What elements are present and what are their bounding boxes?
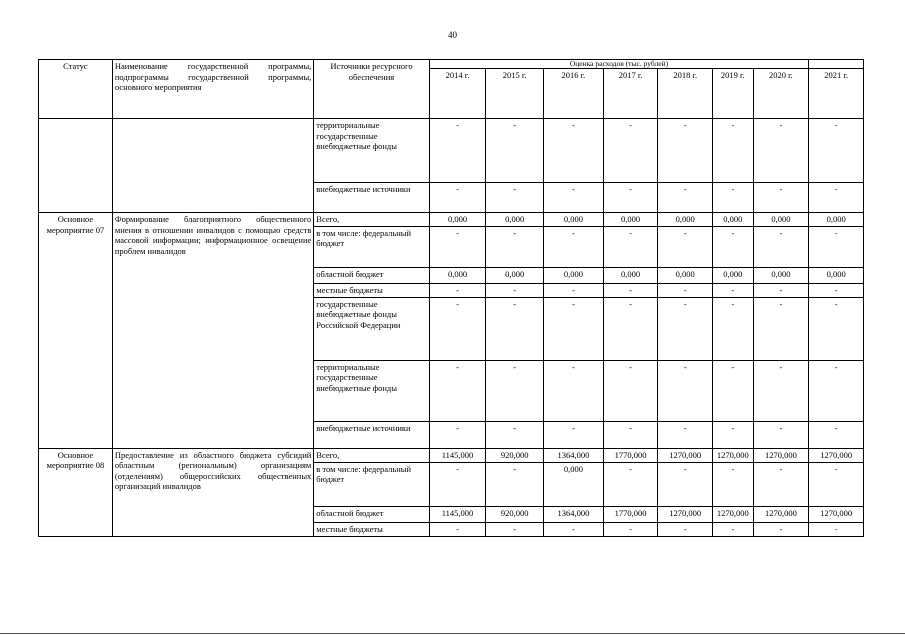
table-row bbox=[39, 119, 864, 183]
value-cell: 0,000 bbox=[544, 213, 604, 227]
value-cell: - bbox=[429, 119, 486, 183]
value-cell: - bbox=[753, 462, 809, 506]
value-cell: 1270,000 bbox=[809, 506, 864, 522]
value-cell: - bbox=[544, 297, 604, 360]
year-header: 2020 г. bbox=[753, 69, 809, 119]
value-cell: - bbox=[429, 421, 486, 448]
header-blank-cell bbox=[809, 60, 864, 69]
value-cell: - bbox=[809, 360, 864, 421]
value-cell: - bbox=[603, 183, 658, 213]
value-cell: - bbox=[486, 119, 544, 183]
value-cell: - bbox=[809, 522, 864, 536]
source-cell: в том числе: федеральный бюджет bbox=[314, 226, 429, 267]
value-cell: - bbox=[658, 297, 713, 360]
value-cell: - bbox=[486, 283, 544, 297]
value-cell: - bbox=[809, 226, 864, 267]
year-header: 2016 г. bbox=[544, 69, 604, 119]
value-cell: - bbox=[713, 226, 753, 267]
value-cell: - bbox=[658, 360, 713, 421]
value-cell: - bbox=[753, 297, 809, 360]
value-cell: - bbox=[753, 360, 809, 421]
value-cell: - bbox=[486, 297, 544, 360]
value-cell: - bbox=[544, 226, 604, 267]
value-cell: - bbox=[753, 421, 809, 448]
measure-name: Предоставление из областного бюджета субсидий областным (региональным) организациям (отделениям) общероссийских общественных организаций инвалидов bbox=[112, 448, 313, 536]
source-cell: в том числе: федеральный бюджет bbox=[314, 462, 429, 506]
value-cell: - bbox=[713, 283, 753, 297]
value-cell: - bbox=[603, 119, 658, 183]
source-cell: внебюджетные источники bbox=[314, 183, 429, 213]
value-cell: - bbox=[658, 183, 713, 213]
value-cell: - bbox=[486, 183, 544, 213]
value-cell: 0,000 bbox=[809, 213, 864, 227]
year-header: 2019 г. bbox=[713, 69, 753, 119]
value-cell: 1145,000 bbox=[429, 506, 486, 522]
value-cell: 1770,000 bbox=[603, 448, 658, 462]
value-cell: - bbox=[658, 226, 713, 267]
value-cell: - bbox=[544, 522, 604, 536]
value-cell: - bbox=[603, 421, 658, 448]
source-cell: областной бюджет bbox=[314, 506, 429, 522]
header-estimate: Оценка расходов (тыс. рублей) bbox=[429, 60, 809, 69]
value-cell: - bbox=[429, 360, 486, 421]
value-cell: - bbox=[658, 522, 713, 536]
value-cell: - bbox=[603, 360, 658, 421]
value-cell: - bbox=[713, 421, 753, 448]
value-cell: 1270,000 bbox=[658, 448, 713, 462]
value-cell: - bbox=[429, 183, 486, 213]
value-cell: - bbox=[429, 283, 486, 297]
value-cell: - bbox=[603, 226, 658, 267]
value-cell: - bbox=[658, 462, 713, 506]
resource-table bbox=[38, 59, 864, 537]
value-cell: - bbox=[486, 421, 544, 448]
value-cell: 0,000 bbox=[486, 213, 544, 227]
source-cell: областной бюджет bbox=[314, 267, 429, 283]
value-cell: 1270,000 bbox=[809, 448, 864, 462]
year-header: 2021 г. bbox=[809, 69, 864, 119]
year-header: 2014 г. bbox=[429, 69, 486, 119]
source-cell: внебюджетные источники bbox=[314, 421, 429, 448]
value-cell: - bbox=[603, 283, 658, 297]
value-cell: - bbox=[809, 421, 864, 448]
value-cell: - bbox=[809, 462, 864, 506]
value-cell: - bbox=[486, 226, 544, 267]
measure-status: Основное мероприятие 07 bbox=[39, 213, 113, 449]
bottom-rule bbox=[0, 633, 905, 634]
value-cell: - bbox=[713, 360, 753, 421]
value-cell: 0,000 bbox=[713, 213, 753, 227]
value-cell: - bbox=[713, 462, 753, 506]
value-cell: 0,000 bbox=[486, 267, 544, 283]
source-cell: государственные внебюджетные фонды Российской Федерации bbox=[314, 297, 429, 360]
value-cell: - bbox=[713, 297, 753, 360]
value-cell: - bbox=[486, 462, 544, 506]
measure-status: Основное мероприятие 08 bbox=[39, 448, 113, 536]
value-cell: - bbox=[429, 297, 486, 360]
value-cell: - bbox=[713, 522, 753, 536]
value-cell: 0,000 bbox=[658, 267, 713, 283]
value-cell: 0,000 bbox=[429, 213, 486, 227]
year-header: 2018 г. bbox=[658, 69, 713, 119]
value-cell: 0,000 bbox=[713, 267, 753, 283]
value-cell: - bbox=[658, 119, 713, 183]
value-cell: - bbox=[603, 462, 658, 506]
value-cell: 920,000 bbox=[486, 448, 544, 462]
header-name: Наименование государственной программы, подпрограммы государственной программы, основного мероприятия bbox=[112, 60, 313, 119]
value-cell: 1145,000 bbox=[429, 448, 486, 462]
value-cell: - bbox=[603, 297, 658, 360]
table-row bbox=[39, 213, 864, 227]
value-cell: - bbox=[429, 522, 486, 536]
value-cell: 0,000 bbox=[429, 267, 486, 283]
value-cell: 0,000 bbox=[658, 213, 713, 227]
header-status: Статус bbox=[39, 60, 113, 119]
value-cell: - bbox=[544, 421, 604, 448]
value-cell: - bbox=[544, 183, 604, 213]
value-cell: 0,000 bbox=[603, 213, 658, 227]
value-cell: 1770,000 bbox=[603, 506, 658, 522]
value-cell: - bbox=[753, 283, 809, 297]
header-source: Источники ресурсного обеспечения bbox=[314, 60, 429, 119]
measure-name: Формирование благоприятного общественного мнения в отношении инвалидов с помощью средств массовой информации; информационное освещение проблем инвалидов bbox=[112, 213, 313, 449]
value-cell: 1270,000 bbox=[753, 506, 809, 522]
value-cell: 0,000 bbox=[544, 462, 604, 506]
value-cell: - bbox=[753, 119, 809, 183]
value-cell: - bbox=[713, 119, 753, 183]
source-cell: Всего, bbox=[314, 213, 429, 227]
value-cell: - bbox=[809, 183, 864, 213]
source-cell: местные бюджеты bbox=[314, 522, 429, 536]
status-cell-empty bbox=[39, 119, 113, 213]
value-cell: 1364,000 bbox=[544, 506, 604, 522]
value-cell: - bbox=[753, 226, 809, 267]
source-cell: местные бюджеты bbox=[314, 283, 429, 297]
value-cell: - bbox=[486, 360, 544, 421]
value-cell: - bbox=[809, 283, 864, 297]
value-cell: 0,000 bbox=[603, 267, 658, 283]
year-header: 2017 г. bbox=[603, 69, 658, 119]
page-number: 40 bbox=[448, 30, 457, 40]
value-cell: 920,000 bbox=[486, 506, 544, 522]
value-cell: 1270,000 bbox=[713, 506, 753, 522]
value-cell: - bbox=[486, 522, 544, 536]
value-cell: 1364,000 bbox=[544, 448, 604, 462]
value-cell: 1270,000 bbox=[658, 506, 713, 522]
value-cell: 0,000 bbox=[753, 267, 809, 283]
source-cell: территориальные государственные внебюджетные фонды bbox=[314, 119, 429, 183]
table-body bbox=[39, 60, 864, 537]
name-cell-empty bbox=[112, 119, 313, 213]
value-cell: - bbox=[544, 283, 604, 297]
value-cell: 0,000 bbox=[544, 267, 604, 283]
value-cell: - bbox=[753, 183, 809, 213]
value-cell: - bbox=[713, 183, 753, 213]
value-cell: 1270,000 bbox=[713, 448, 753, 462]
value-cell: - bbox=[809, 297, 864, 360]
table-row bbox=[39, 448, 864, 462]
value-cell: - bbox=[603, 522, 658, 536]
value-cell: 0,000 bbox=[809, 267, 864, 283]
value-cell: - bbox=[544, 119, 604, 183]
value-cell: - bbox=[658, 421, 713, 448]
value-cell: - bbox=[544, 360, 604, 421]
value-cell: - bbox=[753, 522, 809, 536]
year-header: 2015 г. bbox=[486, 69, 544, 119]
value-cell: - bbox=[429, 226, 486, 267]
value-cell: 0,000 bbox=[753, 213, 809, 227]
value-cell: - bbox=[429, 462, 486, 506]
value-cell: - bbox=[658, 283, 713, 297]
source-cell: территориальные государственные внебюджетные фонды bbox=[314, 360, 429, 421]
table-row bbox=[39, 60, 864, 69]
value-cell: 1270,000 bbox=[753, 448, 809, 462]
value-cell: - bbox=[809, 119, 864, 183]
source-cell: Всего, bbox=[314, 448, 429, 462]
